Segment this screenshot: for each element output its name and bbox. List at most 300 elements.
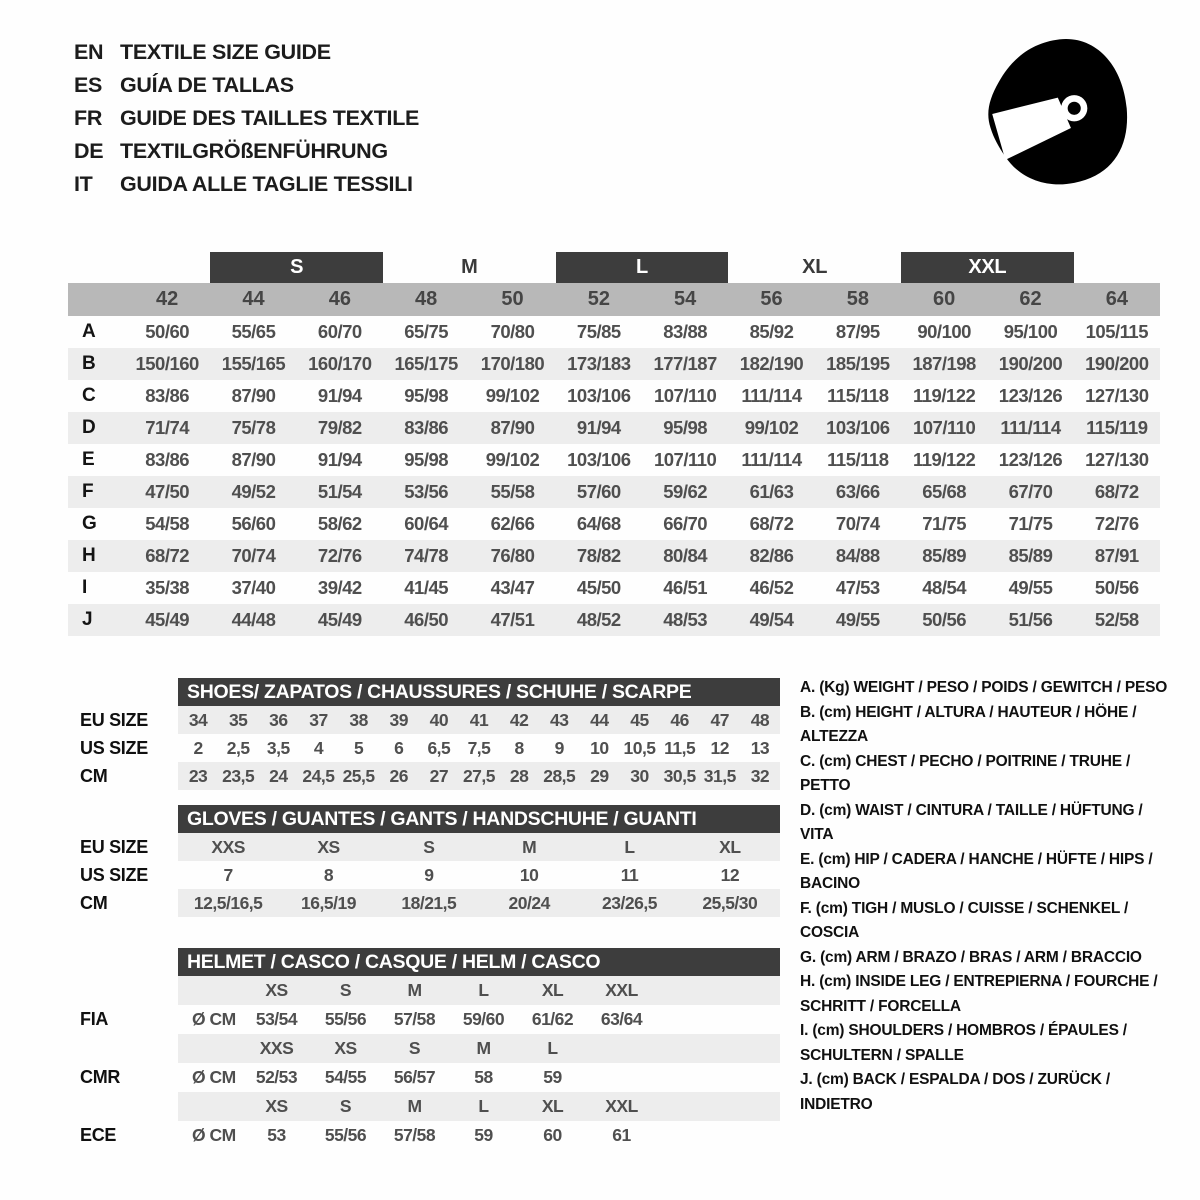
measure-value: 99/102 [485, 385, 540, 406]
filler-cell [656, 1005, 780, 1034]
measure-value: 83/86 [404, 417, 449, 438]
measure-value: 71/74 [145, 417, 190, 438]
row-label: FIA [80, 1009, 109, 1029]
helmet-size-value: 61 [612, 1125, 631, 1145]
helmet-size-label [587, 1034, 656, 1063]
language-code: FR [74, 106, 103, 130]
size-value: 25,5 [342, 765, 375, 786]
measure-value: 49/52 [231, 481, 276, 502]
helmet-row-cmr [80, 1063, 780, 1092]
shoes-table [80, 678, 780, 790]
helmet-size-value: 57/58 [393, 1125, 436, 1145]
language-row-en [74, 36, 419, 69]
size-value: 8 [514, 737, 524, 758]
language-row-es [74, 69, 419, 102]
size-value: 12 [720, 864, 740, 885]
measure-row-d [68, 412, 1160, 444]
measure-value: 190/200 [1085, 353, 1149, 374]
measure-value: 95/98 [404, 385, 449, 406]
measure-value: 91/94 [576, 417, 621, 438]
diameter-cm-label [178, 1034, 242, 1063]
size-value: 46 [670, 709, 689, 730]
size-value: 45 [630, 709, 649, 730]
measure-row-j [68, 604, 1160, 636]
diameter-cm-label: Ø CM [192, 1009, 236, 1029]
measure-value: 185/195 [826, 353, 890, 374]
measure-value: 84/88 [835, 545, 880, 566]
language-title-list [74, 36, 419, 201]
measure-value: 59/62 [663, 481, 708, 502]
size-value: 7 [223, 864, 233, 885]
helmet-size-label: XXL [605, 1096, 638, 1116]
measure-value: 63/66 [835, 481, 880, 502]
helmet-size-value: 55/56 [324, 1125, 367, 1145]
measure-value: 190/200 [998, 353, 1063, 374]
measure-row-a [68, 316, 1160, 348]
size-value: S [423, 836, 435, 857]
legend-entry-g: G. (cm) ARM / BRAZO / BRAS / ARM / BRACCIO [800, 948, 1142, 966]
measure-value: 87/95 [835, 321, 880, 342]
numeric-size-60: 60 [933, 288, 956, 310]
size-value: M [522, 836, 537, 857]
helmet-size-value [587, 1063, 656, 1092]
size-value: XXS [211, 836, 245, 857]
size-value: 36 [269, 709, 288, 730]
language-title: GUÍA DE TALLAS [120, 73, 294, 97]
measure-row-label: B [82, 353, 96, 374]
diameter-cm-label: Ø CM [192, 1067, 236, 1087]
size-value: 16,5/19 [301, 892, 356, 913]
shoes-table-rows [80, 706, 780, 790]
row-label: EU SIZE [80, 836, 148, 857]
helmet-size-value: 59 [474, 1125, 493, 1145]
measure-value: 65/75 [404, 321, 449, 342]
diameter-cm-label: Ø CM [192, 1125, 236, 1145]
row-label: EU SIZE [80, 709, 148, 730]
size-value: 2 [193, 737, 203, 758]
size-value: 43 [550, 709, 569, 730]
legend-entry-c: C. (cm) CHEST / PECHO / POITRINE / TRUHE / PETTO [800, 752, 1131, 794]
size-value: 35 [228, 709, 248, 730]
numeric-size-band [68, 283, 1160, 316]
measure-value: 87/90 [231, 385, 276, 406]
helmet-size-label: S [408, 1038, 421, 1058]
numeric-size-58: 58 [846, 288, 869, 310]
row-values [178, 1121, 780, 1150]
legend-entry-f: F. (cm) TIGH / MUSLO / CUISSE / SCHENKEL / COSCIA [800, 899, 1129, 941]
helmet-size-value: 53/54 [255, 1009, 298, 1029]
measure-row-label: C [82, 385, 96, 406]
legend-entry-i: I. (cm) SHOULDERS / HOMBROS / ÉPAULES / SCHULTERN / SPALLE [800, 1022, 1127, 1064]
measure-value: 91/94 [317, 385, 362, 406]
language-code: DE [74, 139, 104, 163]
helmet-size-header-row [80, 1034, 780, 1063]
measure-row-label: A [82, 321, 96, 342]
gloves-table-row-cm [80, 889, 780, 917]
numeric-size-64: 64 [1105, 288, 1128, 310]
measure-row-b [68, 348, 1160, 380]
size-value: 34 [188, 709, 208, 730]
measure-value: 165/175 [394, 353, 458, 374]
size-value: 24,5 [302, 765, 335, 786]
filler-cell [656, 976, 780, 1005]
helmet-size-header-row [80, 976, 780, 1005]
helmet-size-value: 59/60 [462, 1009, 505, 1029]
shoes-table-row-us-size [80, 734, 780, 762]
measure-value: 60/64 [404, 513, 449, 534]
size-value: 23/26,5 [602, 892, 657, 913]
size-value: 25,5/30 [702, 892, 758, 913]
size-value: 6,5 [427, 737, 451, 758]
helmet-size-label: M [407, 980, 422, 1000]
size-group-s: S [210, 252, 383, 283]
measure-value: 45/49 [145, 609, 190, 630]
measure-value: 80/84 [663, 545, 708, 566]
gloves-table-row-eu-size [80, 833, 780, 861]
measure-value: 115/119 [1086, 417, 1148, 438]
size-value: 12,5/16,5 [193, 892, 263, 913]
size-value: 4 [313, 737, 324, 758]
measure-row-label: E [82, 449, 95, 470]
numeric-size-52: 52 [587, 288, 610, 310]
numeric-size-46: 46 [328, 288, 351, 310]
numeric-size-50: 50 [501, 288, 524, 310]
measure-value: 51/56 [1008, 609, 1053, 630]
measure-value: 70/74 [835, 513, 880, 534]
measure-value: 91/94 [317, 449, 362, 470]
helmet-size-label: XXS [259, 1038, 294, 1058]
measure-value: 55/65 [231, 321, 276, 342]
measure-value: 67/70 [1008, 481, 1053, 502]
legend-entry-j: J. (cm) BACK / ESPALDA / DOS / ZURÜCK / INDIETRO [800, 1071, 1110, 1113]
row-label: US SIZE [80, 737, 148, 758]
size-value: 23,5 [222, 765, 255, 786]
measure-value: 58/62 [317, 513, 362, 534]
size-value: 26 [389, 765, 408, 786]
helmet-size-label: S [339, 980, 352, 1000]
row-label: CM [80, 892, 108, 913]
measure-value: 119/122 [912, 449, 976, 470]
size-value: 5 [353, 737, 364, 758]
language-code: EN [74, 40, 104, 64]
size-value: 11,5 [664, 737, 696, 758]
helmet-size-value: 60 [543, 1125, 562, 1145]
helmet-size-label: XL [541, 980, 564, 1000]
measure-value: 119/122 [912, 385, 976, 406]
size-value: 9 [554, 737, 564, 758]
helmet-row-fia [80, 1005, 780, 1034]
helmet-size-value: 63/64 [600, 1009, 643, 1029]
measure-value: 78/82 [576, 545, 621, 566]
size-value: XS [317, 836, 340, 857]
measure-value: 173/183 [567, 353, 631, 374]
language-title: GUIDA ALLE TAGLIE TESSILI [120, 172, 413, 196]
measure-row-label: J [82, 609, 93, 630]
size-value: 28,5 [543, 765, 576, 786]
measure-value: 85/89 [922, 545, 967, 566]
measure-row-c [68, 380, 1160, 412]
legend-entry-e: E. (cm) HIP / CADERA / HANCHE / HÜFTE / HIPS / BACINO [800, 850, 1153, 892]
measure-row-label: H [82, 545, 96, 566]
size-value: 29 [590, 765, 609, 786]
size-value: 10,5 [623, 737, 656, 758]
measure-value: 64/68 [576, 513, 621, 534]
helmet-size-label: L [478, 980, 489, 1000]
size-value: 11 [620, 864, 639, 885]
row-values [178, 762, 780, 790]
gloves-table-row-us-size [80, 861, 780, 889]
size-value: 6 [394, 737, 404, 758]
row-values [178, 833, 780, 861]
helmet-size-value: 58 [474, 1067, 493, 1087]
legend-entry-h: H. (cm) INSIDE LEG / ENTREPIERNA / FOURCHE / SCHRITT / FORCELLA [800, 973, 1158, 1015]
row-values [178, 1092, 780, 1121]
size-value: 27 [429, 765, 449, 786]
helmet-size-label: XS [265, 1096, 288, 1116]
language-row-de [74, 135, 419, 168]
helmet-size-value: 52/53 [255, 1067, 298, 1087]
measure-value: 99/102 [744, 417, 799, 438]
legend-entry-b: B. (cm) HEIGHT / ALTURA / HAUTEUR / HÖHE / ALTEZZA [800, 703, 1137, 745]
size-value: 3,5 [266, 737, 290, 758]
size-value: 32 [750, 765, 770, 786]
row-values [178, 706, 780, 734]
measure-value: 61/63 [749, 481, 794, 502]
measure-value: 48/52 [576, 609, 621, 630]
measure-value: 45/49 [317, 609, 362, 630]
textile-size-table [68, 252, 1160, 636]
size-value: 41 [469, 709, 489, 730]
size-group-xl: XL [802, 256, 828, 278]
measure-value: 68/72 [749, 513, 794, 534]
row-values [178, 861, 780, 889]
row-values [178, 734, 780, 762]
shoes-table-row-cm [80, 762, 780, 790]
row-values [178, 1034, 780, 1063]
measure-value: 95/98 [404, 449, 449, 470]
language-row-it [74, 168, 419, 201]
size-group-l: L [556, 252, 729, 283]
measure-value: 68/72 [1094, 481, 1139, 502]
helmet-size-value: 54/55 [324, 1067, 367, 1087]
measure-value: 99/102 [485, 449, 540, 470]
numeric-size-48: 48 [415, 288, 438, 310]
measure-value: 105/115 [1085, 321, 1148, 342]
measure-value: 115/118 [827, 449, 889, 470]
measure-value: 45/50 [576, 577, 621, 598]
filler-cell [656, 1092, 780, 1121]
measure-row-e [68, 444, 1160, 476]
row-values [178, 1063, 780, 1092]
row-label: CMR [80, 1067, 121, 1087]
row-label [80, 976, 178, 1005]
helmet-table-rows [80, 976, 780, 1150]
size-value: 31,5 [703, 765, 736, 786]
measure-value: 82/86 [749, 545, 794, 566]
size-value: 24 [269, 765, 288, 786]
measure-value: 46/51 [663, 577, 708, 598]
helmet-size-label: M [407, 1096, 422, 1116]
measure-value: 150/160 [135, 353, 199, 374]
measure-value: 65/68 [922, 481, 967, 502]
measure-value: 111/114 [1000, 417, 1061, 438]
measure-value: 107/110 [653, 385, 717, 406]
measure-value: 107/110 [653, 449, 717, 470]
gloves-table-rows [80, 833, 780, 917]
measure-value: 95/100 [1003, 321, 1058, 342]
measure-value: 37/40 [231, 577, 276, 598]
helmet-size-label: L [478, 1096, 489, 1116]
measure-value: 70/80 [490, 321, 535, 342]
racing-helmet-icon [975, 28, 1139, 200]
measure-value: 85/89 [1008, 545, 1053, 566]
measure-value: 49/55 [835, 609, 880, 630]
size-value: 38 [349, 709, 368, 730]
measure-value: 43/47 [490, 577, 535, 598]
measure-value: 71/75 [922, 513, 967, 534]
numeric-size-42: 42 [156, 288, 179, 310]
size-value: XL [719, 836, 741, 857]
diameter-cm-label [178, 1092, 242, 1121]
measure-value: 170/180 [480, 353, 545, 374]
measure-value: 111/114 [741, 385, 802, 406]
measure-value: 51/54 [317, 481, 362, 502]
measure-value: 127/130 [1085, 385, 1149, 406]
size-value: 28 [509, 765, 529, 786]
measure-value: 48/54 [922, 577, 967, 598]
measure-value: 49/55 [1008, 577, 1053, 598]
measure-value: 83/86 [145, 385, 190, 406]
helmet-size-label: XL [541, 1096, 564, 1116]
size-value: 30 [630, 765, 649, 786]
measure-value: 55/58 [490, 481, 535, 502]
helmet-size-value: 53 [267, 1125, 286, 1145]
row-values [178, 976, 780, 1005]
measurement-legend [800, 676, 1168, 1117]
filler-cell [656, 1034, 780, 1063]
measure-value: 187/198 [912, 353, 976, 374]
measure-value: 95/98 [663, 417, 708, 438]
textile-size-group-header [68, 252, 1160, 283]
measure-value: 57/60 [576, 481, 621, 502]
measure-value: 72/76 [1094, 513, 1139, 534]
measure-value: 44/48 [231, 609, 276, 630]
measure-row-f [68, 476, 1160, 508]
shoes-table-row-eu-size [80, 706, 780, 734]
size-value: 10 [590, 737, 609, 758]
size-value: 10 [519, 864, 539, 885]
language-title: GUIDE DES TAILLES TEXTILE [120, 106, 420, 130]
row-values [178, 1005, 780, 1034]
size-value: 18/21,5 [401, 892, 457, 913]
filler-cell [656, 1121, 780, 1150]
size-value: 20/24 [508, 892, 550, 913]
measure-row-h [68, 540, 1160, 572]
helmet-size-label: L [547, 1038, 558, 1058]
measure-value: 72/76 [317, 545, 362, 566]
measure-value: 50/56 [1094, 577, 1139, 598]
language-title: TEXTILE SIZE GUIDE [120, 40, 331, 64]
size-value: 47 [710, 709, 730, 730]
measure-value: 103/106 [826, 417, 890, 438]
measure-value: 87/90 [231, 449, 276, 470]
measure-value: 111/114 [741, 449, 802, 470]
measure-value: 48/53 [663, 609, 708, 630]
measure-row-label: F [82, 481, 94, 502]
measure-value: 66/70 [663, 513, 708, 534]
measure-value: 103/106 [567, 449, 631, 470]
measure-value: 79/82 [317, 417, 362, 438]
size-value: 13 [750, 737, 770, 758]
measure-value: 39/42 [317, 577, 362, 598]
measure-value: 47/50 [145, 481, 190, 502]
helmet-table-title: HELMET / CASCO / CASQUE / HELM / CASCO [178, 948, 780, 976]
measure-value: 53/56 [404, 481, 449, 502]
measure-value: 87/91 [1094, 545, 1139, 566]
measure-value: 160/170 [308, 353, 372, 374]
measure-value: 155/165 [221, 353, 286, 374]
numeric-size-54: 54 [674, 288, 697, 310]
numeric-size-62: 62 [1019, 288, 1042, 310]
size-value: 9 [424, 864, 434, 885]
size-value: 37 [309, 709, 328, 730]
measure-row-label: D [82, 417, 96, 438]
measure-row-label: G [82, 513, 97, 534]
language-code: ES [74, 73, 103, 97]
measure-value: 85/92 [749, 321, 794, 342]
row-label: US SIZE [80, 864, 148, 885]
measure-value: 103/106 [567, 385, 631, 406]
measure-value: 177/187 [653, 353, 717, 374]
size-group-xxl: XXL [901, 252, 1074, 283]
helmet-size-value: 55/56 [324, 1009, 367, 1029]
language-code: IT [74, 172, 93, 196]
helmet-size-value: 57/58 [393, 1009, 436, 1029]
measure-value: 70/74 [231, 545, 276, 566]
measure-value: 49/54 [749, 609, 794, 630]
helmet-row-ece [80, 1121, 780, 1150]
measure-value: 50/60 [145, 321, 190, 342]
measure-value: 107/110 [912, 417, 976, 438]
measure-value: 47/53 [835, 577, 880, 598]
measure-value: 87/90 [490, 417, 535, 438]
row-label [80, 1034, 178, 1063]
measure-value: 47/51 [490, 609, 535, 630]
size-value: 7,5 [467, 737, 491, 758]
measure-value: 56/60 [231, 513, 276, 534]
measure-value: 41/45 [404, 577, 449, 598]
measure-value: 74/78 [404, 545, 449, 566]
row-label: CM [80, 765, 108, 786]
size-value: 48 [750, 709, 770, 730]
shoes-table-title: SHOES/ ZAPATOS / CHAUSSURES / SCHUHE / SCARPE [178, 678, 780, 706]
measure-value: 123/126 [998, 385, 1063, 406]
numeric-size-spacer [68, 283, 124, 316]
measure-value: 76/80 [490, 545, 535, 566]
gloves-table [80, 805, 780, 917]
measure-row-label: I [82, 577, 88, 598]
measure-value: 60/70 [317, 321, 362, 342]
measure-value: 83/86 [145, 449, 190, 470]
size-value: 8 [323, 864, 334, 885]
measure-value: 90/100 [917, 321, 971, 342]
numeric-size-56: 56 [760, 288, 783, 310]
size-value: 23 [188, 765, 208, 786]
size-value: 39 [389, 709, 408, 730]
size-value: 30,5 [663, 765, 696, 786]
measure-value: 50/56 [922, 609, 967, 630]
filler-cell [656, 1063, 780, 1092]
